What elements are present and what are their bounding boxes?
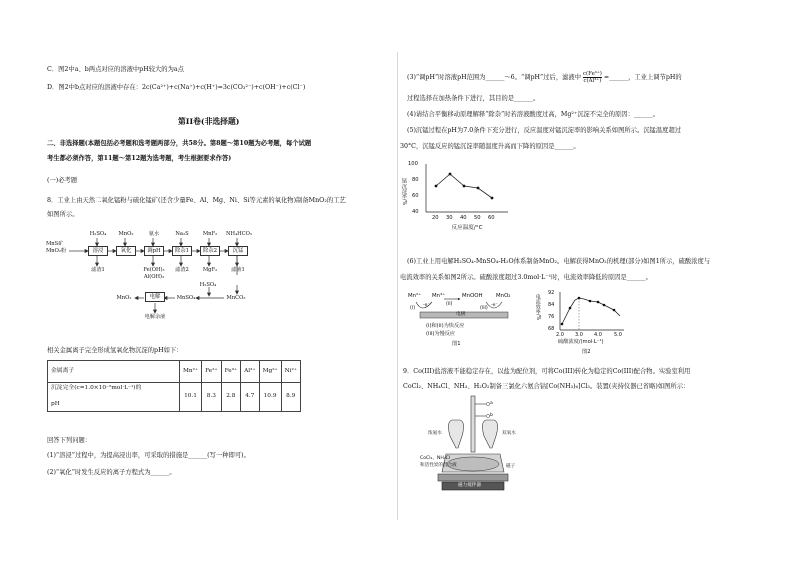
flow-input-mns: MnS矿 — [46, 241, 64, 247]
temperature-chart-xtick: 40 — [460, 215, 467, 221]
efficiency-chart-point — [613, 309, 616, 312]
flow-reagent-h2so4-bottom: H₂SO₄ — [199, 282, 217, 288]
table-cell-al: 4.7 — [241, 383, 259, 412]
mechanism-mnooh: MnOOH — [462, 293, 483, 299]
flow-reagent-na2s: Na₂S — [175, 231, 189, 237]
flow-reagent-ammonia: 氨水 — [148, 231, 160, 237]
temperature-chart-point — [477, 187, 480, 190]
efficiency-chart-xlabel: 硫酸浓度/(mol·L⁻¹) — [558, 339, 604, 345]
q8-part6-line1: (6)工业上用电解H₂SO₄-MnSO₄-H₂O体系制备MnO₂。电解获得MnO₂的机理(部分)如图1所示，硫酸浓度与 — [407, 258, 711, 265]
flow-residue-2: 滤渣2 — [175, 267, 189, 273]
q8-part3-line1 — [407, 71, 682, 84]
efficiency-chart-xtick: 5.0 — [614, 332, 622, 338]
q8-stem-line2: 如图所示。 — [47, 211, 79, 218]
table-header-fe2: Fe²⁺ — [202, 361, 222, 383]
flow-residue-1: 滤渣1 — [91, 267, 105, 273]
mechanism-figure — [408, 290, 526, 356]
section-intro-line2: 考生都必须作答，第11题～第12题为选考题，考生根据要求作答) — [47, 155, 232, 162]
table-header-mg: Mg²⁺ — [259, 361, 281, 383]
flow-box-oxidize: 氧化 — [116, 246, 136, 256]
temperature-chart-xtick: 60 — [488, 215, 495, 221]
q8-part3-frac-top: c(Fe³⁺) — [583, 71, 602, 77]
condenser-tube — [471, 396, 475, 452]
table-cell-mn: 10.1 — [180, 383, 202, 412]
temperature-chart-ytick: 40 — [412, 209, 419, 215]
table-cell-fe3: 2.8 — [221, 383, 241, 412]
ph-table — [47, 360, 301, 412]
flow-residue-feoh3: Fe(OH)₃ — [143, 267, 165, 273]
table-intro: 相关金属离子完全形成氢氧化物沉淀的pH如下： — [47, 347, 183, 354]
apparatus-label-stirrer: 磁力搅拌器 — [458, 483, 481, 488]
flow-electrolyte-residue: 电解余液 — [144, 314, 166, 320]
table-cell-ni: 8.9 — [281, 383, 300, 412]
temperature-chart-xtick: 50 — [474, 215, 481, 221]
efficiency-chart-ytick: 68 — [548, 326, 555, 332]
q8-part3-line2: 过程选择在加热条件下进行，其目的是______。 — [407, 95, 540, 102]
temperature-chart-point — [449, 173, 452, 176]
flow-filtrate-1: 滤液1 — [231, 267, 245, 273]
mechanism-step-ii: (ii) — [446, 302, 453, 307]
table-row-label — [48, 383, 180, 412]
temperature-chart-point — [463, 185, 466, 188]
apparatus-diagram — [420, 392, 530, 500]
flow-reagent-nh4hco3: NH₄HCO₃ — [226, 231, 252, 237]
flow-residue-mgf2: MgF₂ — [202, 267, 218, 273]
mechanism-electrode-label: 电极 — [456, 312, 466, 317]
temperature-chart-xtick: 30 — [446, 215, 453, 221]
q8-part3-text-a: (3)“调pH”时溶液pH范围为______～6。“调pH”过后，滤液中 — [407, 74, 582, 81]
table-cell-mg: 10.9 — [259, 383, 281, 412]
apparatus-label-ammonia: 浓氨水 — [428, 431, 442, 436]
table-header-ion: 金属离子 — [48, 361, 180, 383]
mechanism-step-i: (i) — [410, 306, 416, 311]
efficiency-chart-point — [603, 304, 606, 307]
efficiency-chart-xtick: 3.0 — [575, 332, 583, 338]
efficiency-chart-ylabel: 电流效率/% — [534, 294, 541, 321]
flow-box-electrolysis: 电解 — [145, 292, 165, 302]
q9-stem-line1: 9．Co(III)盐溶液不能稳定存在，以盐为配位剂，可将Co(III)转化为稳定的Co(III)配合物。实验室利用 — [403, 368, 691, 375]
efficiency-chart-xtick: 4.0 — [594, 332, 602, 338]
mechanism-mno2: MnO₂ — [496, 293, 511, 299]
temperature-chart-ylabel: 锰沉淀率/% — [401, 178, 408, 206]
table-cell-fe2: 8.3 — [202, 383, 222, 412]
efficiency-chart-point — [569, 307, 572, 310]
option-c: C．图2中a、b两点对应的溶液中pH较大的为a点 — [47, 66, 184, 73]
flow-reagent-h2so4: H₂SO₄ — [89, 231, 107, 237]
efficiency-chart-point — [589, 300, 592, 303]
temperature-chart-xlabel: 反应温度/°C — [451, 225, 483, 231]
flow-mnso4: MnSO₄ — [176, 295, 196, 301]
q8-part5-line1: (5)沉锰过程在pH为7.0条件下充分进行，反应温度对锰沉淀率的影响关系如图所示。沉锰温度超过 — [407, 127, 682, 134]
q8-part3-text-b: =______，工业上调节pH的 — [603, 74, 682, 81]
table-header-row — [48, 361, 301, 383]
q8-part2: (2)“氧化”时发生反应的离子方程式为______。 — [47, 469, 176, 476]
section-title: 第II卷(非选择题) — [178, 117, 240, 126]
flow-box-purify2: 除杂2 — [200, 246, 220, 256]
mechanism-mn3: Mn³⁺ — [432, 293, 446, 299]
efficiency-chart-ytick: 92 — [548, 290, 555, 296]
efficiency-chart-line — [562, 298, 620, 324]
efficiency-chart-ytick: 76 — [548, 314, 555, 320]
table-row-label-line1: 沉淀完全(c=1.0×10⁻⁵mol·L⁻¹)的 — [51, 385, 142, 391]
efficiency-chart-point — [561, 323, 564, 326]
apparatus-label-mixture: CoCl₂、NH₄Cl — [420, 456, 451, 461]
flow-input-mno2: MnO₂粉 — [46, 248, 67, 254]
q8-stem-line1: 8．工业上由天然二氧化锰粉与硫化锰矿(还含少量Fe、Al、Mg、Ni、Si等元素的氧化物)制备MnO₂的工艺 — [47, 197, 346, 204]
temperature-chart-xtick: 20 — [432, 215, 439, 221]
apparatus-label-b: b — [490, 413, 493, 418]
temperature-chart-point — [491, 197, 494, 200]
section-intro-line1: 二、非选择题(本题包括必考题和选考题两部分，共58分。第8题～第10题为必考题，每个试题 — [47, 140, 312, 147]
current-efficiency-chart — [532, 288, 652, 360]
efficiency-chart-point — [597, 301, 600, 304]
q8-part4: (4)请结合平衡移动原理解释“除杂”时若溶液酸度过高，Mg²⁺沉淀不完全的原因：______。 — [407, 111, 660, 118]
flow-box-precipitate: 沉锰 — [228, 246, 248, 256]
q9-stem-line2: CoCl₂、NH₄Cl、NH₃、H₂O₂制备三氯化六氨合钴[Co(NH₃)₆]Cl₃。装置(夹持仪器已省略)如图所示： — [403, 383, 690, 390]
mechanism-note-fast: (i)和(ii)为快反应 — [426, 323, 465, 329]
right-dropping-funnel — [482, 420, 497, 448]
apparatus-label-mixture2: 和活性炭的混合液 — [420, 463, 457, 468]
option-d: D．图2中b点对应的溶液中存在：2c(Ca²⁺)+c(Na⁺)+c(H⁺)=3c(CO₃²⁻)+c(OH⁻)+c(Cl⁻) — [47, 84, 306, 91]
efficiency-chart-caption: 图2 — [582, 349, 591, 355]
temperature-chart-point — [435, 185, 438, 188]
mechanism-step-iii: (iii) — [480, 306, 488, 311]
table-row — [48, 383, 301, 412]
mechanism-e1: -e⁻ — [423, 303, 430, 308]
temperature-chart-ytick: 60 — [412, 193, 419, 199]
flow-reagent-mno2: MnO₂ — [118, 231, 134, 237]
mechanism-caption: 图1 — [452, 341, 461, 347]
required-heading: (一)必考题 — [47, 177, 78, 184]
apparatus-label-a: a — [490, 401, 493, 406]
column-divider — [397, 52, 398, 520]
flow-reagent-mnf2: MnF₂ — [202, 231, 218, 237]
flow-mnco3: MnCO₃ — [226, 295, 246, 301]
temperature-chart — [396, 160, 516, 240]
answer-heading: 回答下列问题： — [47, 437, 92, 444]
efficiency-chart-ytick: 84 — [548, 302, 555, 308]
temperature-chart-ytick: 100 — [408, 161, 418, 167]
mechanism-mn2: Mn²⁺ — [408, 293, 422, 299]
flow-box-purify1: 除杂1 — [172, 246, 192, 256]
q8-part3-fraction — [583, 71, 602, 84]
efficiency-chart-xtick: 2.0 — [556, 332, 564, 338]
apparatus-label-stir-bar: 磁子 — [506, 464, 516, 469]
flow-box-adjust-ph: 调pH — [144, 246, 164, 256]
stirrer-base — [438, 474, 508, 481]
q8-part5-line2: 30°C，沉锰反应的锰沉淀率随温度升高而下降的原因是______。 — [400, 143, 580, 150]
efficiency-chart-point — [578, 297, 581, 300]
table-header-mn: Mn²⁺ — [180, 361, 202, 383]
q8-part3-frac-bottom: c(Al³⁺) — [583, 78, 602, 84]
table-header-fe3: Fe³⁺ — [221, 361, 241, 383]
q8-part6-line2: 电流效率的关系如图2所示。硫酸浓度超过3.0mol·L⁻¹时，电流效率降低的原因是______。 — [400, 274, 652, 281]
apparatus-label-peroxide: 双氧水 — [502, 431, 516, 436]
temperature-chart-ytick: 80 — [412, 177, 419, 183]
flow-box-leach: 溶浸 — [88, 246, 108, 256]
left-dropping-funnel — [448, 420, 463, 448]
flow-residue-aloh3: Al(OH)₃ — [143, 274, 165, 280]
mechanism-e2: -e⁻ — [491, 303, 498, 308]
table-header-al: Al³⁺ — [241, 361, 259, 383]
flow-product-mno2: MnO₂ — [116, 295, 132, 301]
mechanism-note-slow: (iii)为慢反应 — [426, 331, 456, 337]
table-row-label-line2: pH — [51, 400, 60, 407]
q8-part1: (1)“溶浸”过程中，为提高浸出率，可采取的措施是______(写一种即可)。 — [47, 452, 250, 459]
table-header-ni: Ni²⁺ — [281, 361, 300, 383]
